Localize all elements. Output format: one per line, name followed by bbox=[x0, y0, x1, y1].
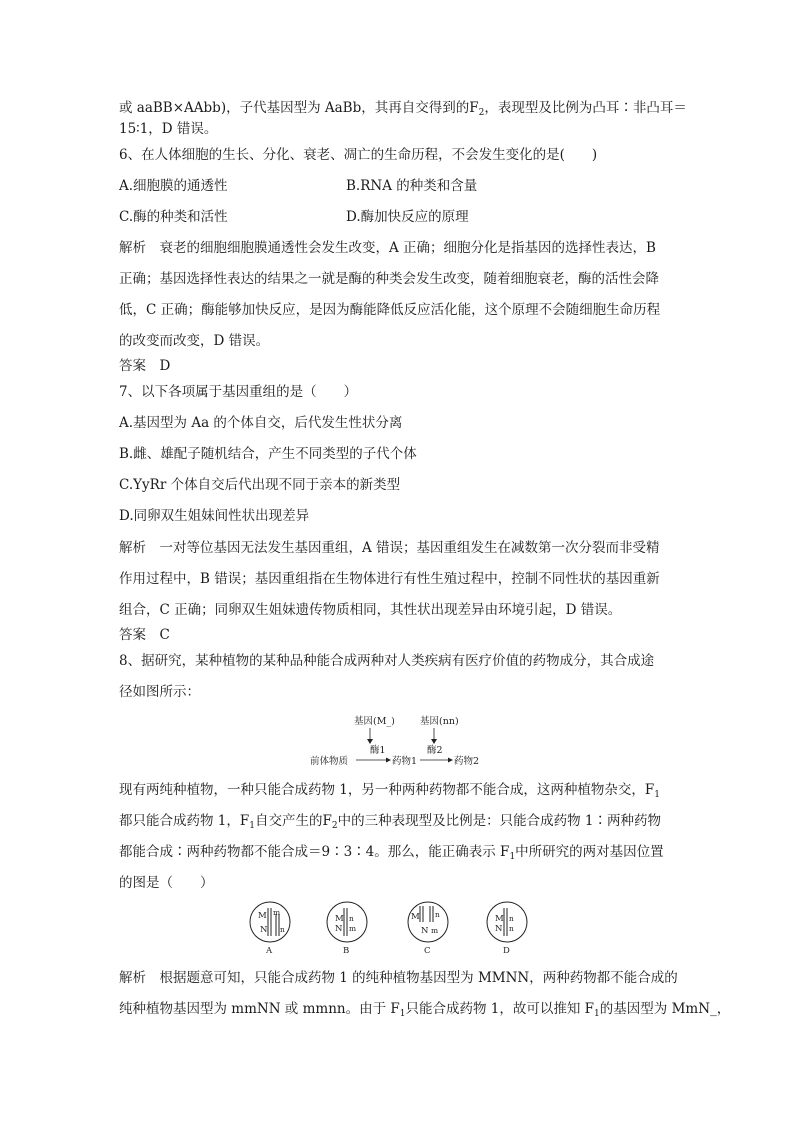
text-line: 的图是（ ） bbox=[119, 875, 214, 891]
arrow-head-icon bbox=[448, 758, 453, 763]
explanation-line: 的改变而改变，D 错误。 bbox=[119, 333, 270, 349]
arrow-head-icon bbox=[386, 758, 391, 763]
explanation-line: 低，C 正确；酶能够加快反应，是因为酶能降低反应活化能，这个原理不会随细胞生命历程 bbox=[119, 302, 661, 318]
option-c: C.YyRr 个体自交后代出现不同于亲本的新类型 bbox=[119, 477, 401, 493]
explanation-line: 解析 一对等位基因无法发生基因重组，A 错误；基因重组发生在减数第一次分裂而非受精 bbox=[119, 540, 660, 556]
question-6: 6、在人体细胞的生长、分化、衰老、凋亡的生命历程，不会发生变化的是( ) bbox=[119, 147, 598, 163]
synthesis-pathway-diagram bbox=[300, 712, 500, 770]
precursor-label: 前体物质 bbox=[310, 756, 349, 767]
text-line: 现有两纯种植物，一种只能合成药物 1，另一种两种药物都不能合成，这两种植物杂交，$F_1$ bbox=[119, 782, 660, 800]
explanation-line: 解析 根据题意可知，只能合成药物 1 的纯种植物基因型为 MMNN，两种药物都不能合成的 bbox=[119, 970, 678, 986]
explanation-line: 组合，C 正确；同卵双生姐妹遗传物质相同，其性状出现差异由环境引起，D 错误。 bbox=[119, 602, 622, 618]
enzyme2-label: 酶2 bbox=[427, 745, 443, 756]
text-line: 都只能合成药物 1，$F_1$自交产生的$F_2$中的三种表现型及比例是：只能合成药物 1∶两种药物 bbox=[119, 813, 661, 831]
text-line: 15∶1，D 错误。 bbox=[119, 121, 218, 137]
answer-line: 答案 C bbox=[119, 627, 170, 643]
explanation-line: 正确；基因选择性表达的结果之一就是酶的种类会发生改变，随着细胞衰老，酶的活性会降 bbox=[119, 271, 659, 287]
drug2-label: 药物2 bbox=[454, 756, 480, 767]
allele-label: N bbox=[421, 926, 429, 936]
arrow-head-icon bbox=[367, 739, 373, 744]
explanation-line: 纯种植物基因型为 mmNN 或 mmnn。由于 $F_1$只能合成药物 1，故可以推知 $F_1$的基因型为 MmN_， bbox=[119, 1001, 731, 1019]
text-line: 或 aaBB×AAbb)，子代基因型为 AaBb，其再自交得到的$F_2$，表现型及比例为凸耳∶非凸耳＝ bbox=[119, 100, 687, 118]
option-a: A.细胞膜的通透性 bbox=[119, 178, 228, 194]
allele-label: M bbox=[335, 914, 344, 924]
question-7: 7、以下各项属于基因重组的是（ ） bbox=[119, 384, 358, 400]
option-c: C.酶的种类和活性 bbox=[119, 209, 228, 225]
allele-label: M bbox=[258, 911, 267, 921]
allele-label: N bbox=[260, 925, 268, 935]
explanation-line: 解析 衰老的细胞细胞膜通透性会发生改变，A 正确；细胞分化是指基因的选择性表达，B bbox=[119, 240, 656, 256]
cell-option-b bbox=[327, 902, 367, 956]
allele-label: M bbox=[495, 914, 504, 924]
option-d: D.酶加快反应的原理 bbox=[346, 209, 469, 225]
chromosome-options-diagram bbox=[240, 900, 540, 960]
text-line: 都能合成∶两种药物都不能合成＝9∶3∶4。那么，能正确表示 $F_1$中所研究的两对基因位置 bbox=[119, 844, 664, 862]
question-8: 8、据研究，某种植物的某种品种能合成两种对人类疾病有医疗价值的药物成分，其合成途 bbox=[119, 653, 655, 669]
allele-label: n bbox=[435, 910, 440, 919]
allele-label: N bbox=[335, 924, 343, 934]
option-a: A.基因型为 Aa 的个体自交，后代发生性状分离 bbox=[119, 415, 403, 431]
allele-label: n bbox=[509, 924, 514, 933]
cell-option-d bbox=[487, 902, 527, 956]
cell-option-c bbox=[408, 902, 448, 956]
explanation-line: 作用过程中，B 错误；基因重组指在生物体进行有性生殖过程中，控制不同性状的基因重新 bbox=[119, 571, 660, 587]
option-label: A bbox=[266, 946, 273, 956]
allele-label: n bbox=[280, 925, 285, 934]
enzyme1-label: 酶1 bbox=[370, 745, 386, 756]
option-b: B.RNA 的种类和含量 bbox=[346, 178, 478, 194]
option-label: B bbox=[343, 946, 350, 956]
allele-label: n bbox=[349, 914, 354, 923]
allele-label: M bbox=[411, 912, 420, 922]
allele-label: n bbox=[509, 914, 514, 923]
option-d: D.同卵双生姐妹间性状出现差异 bbox=[119, 508, 310, 524]
option-label: C bbox=[424, 946, 431, 956]
allele-label: m bbox=[431, 926, 439, 935]
option-label: D bbox=[503, 946, 510, 956]
cell-option-a bbox=[250, 902, 290, 956]
allele-label: m bbox=[273, 908, 281, 917]
gene-m-label: 基因(M_) bbox=[354, 716, 395, 727]
text-line: 径如图所示： bbox=[119, 684, 200, 700]
arrow-head-icon bbox=[431, 739, 437, 744]
drug1-label: 药物1 bbox=[392, 756, 418, 767]
allele-label: N bbox=[495, 924, 503, 934]
answer-line: 答案 D bbox=[119, 358, 171, 374]
gene-nn-label: 基因(nn) bbox=[420, 716, 459, 727]
option-b: B.雌、雄配子随机结合，产生不同类型的子代个体 bbox=[119, 446, 417, 462]
allele-label: m bbox=[349, 924, 357, 933]
